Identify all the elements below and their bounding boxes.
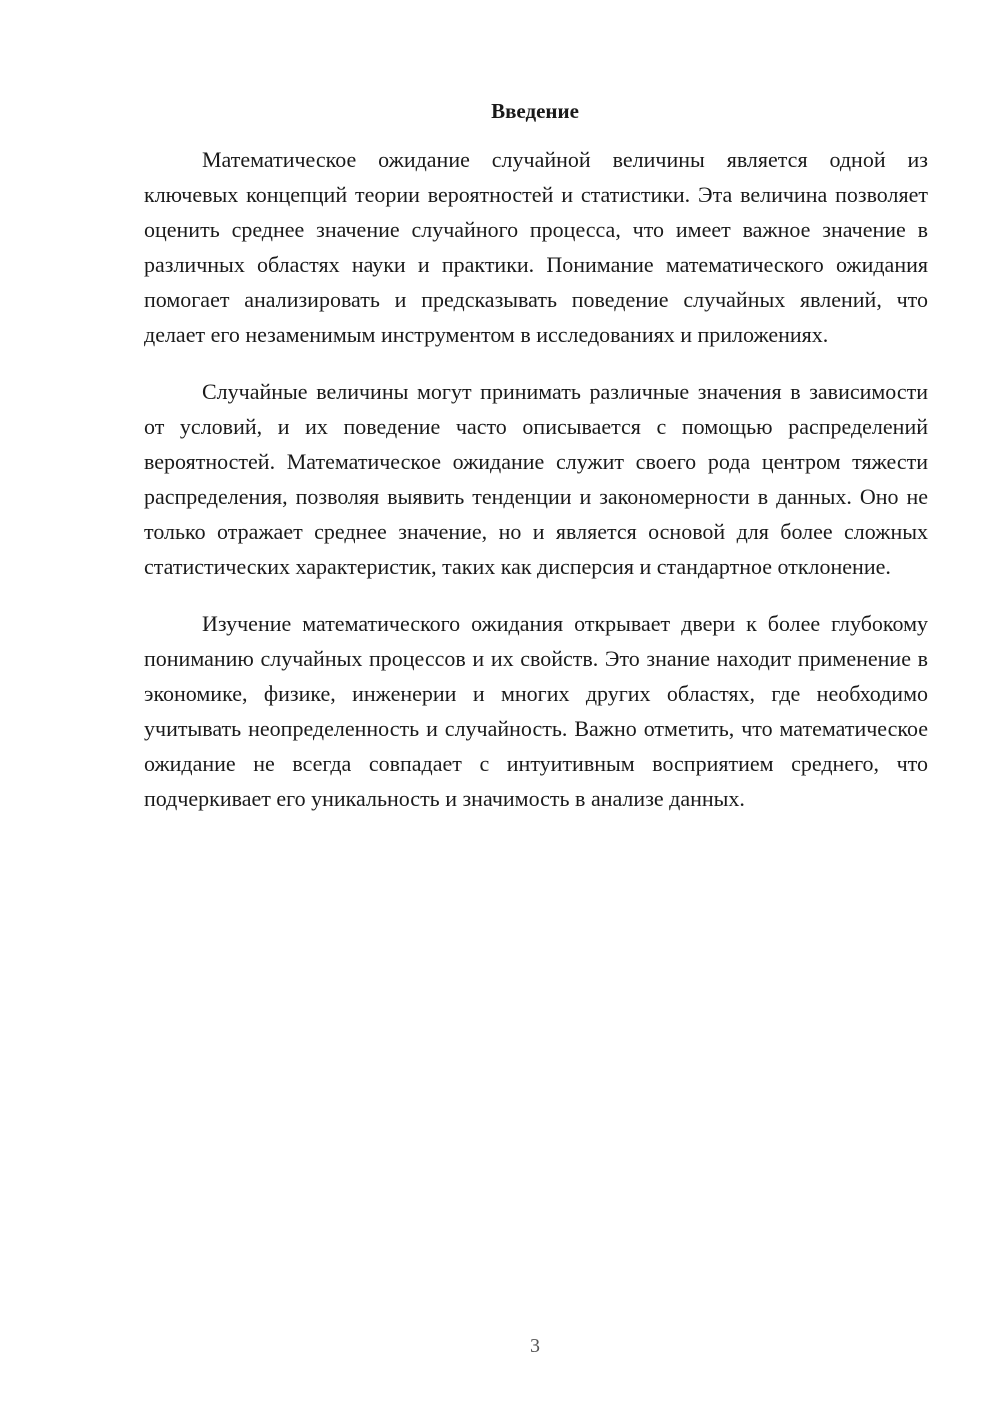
paragraph-1: Математическое ожидание случайной величины является одной из ключевых концепций теории вероятностей и статистики. Эта величина позволяет оценить среднее значение случайного процесса, что имеет важное значение в различных областях науки и практики. Понимание математического ожидания помогает анализировать и предсказывать поведение случайных явлений, что делает его незаменимым инструментом в исследованиях и приложениях.: [144, 147, 928, 347]
page-number: 3: [530, 1335, 540, 1357]
paragraph-3: Изучение математического ожидания открывает двери к более глубокому пониманию случайных процессов и их свойств. Это знание находит применение в экономике, физике, инженерии и многих других областях, где необходимо учитывать неопределенность и случайность. Важно отметить, что математическое ожидание не всегда совпадает с интуитивным восприятием среднего, что подчеркивает его уникальность и значимость в анализе данных.: [144, 611, 928, 811]
section-heading: Введение: [491, 99, 579, 123]
paragraph-2: Случайные величины могут принимать различные значения в зависимости от условий, и их поведение часто описывается с помощью распределений вероятностей. Математическое ожидание служит своего рода центром тяжести распределения, позволяя выявить тенденции и закономерности в данных. Оно не только отражает среднее значение, но и является основой для более сложных статистических характеристик, таких как дисперсия и стандартное отклонение.: [144, 379, 928, 579]
body-text: [144, 142, 928, 838]
